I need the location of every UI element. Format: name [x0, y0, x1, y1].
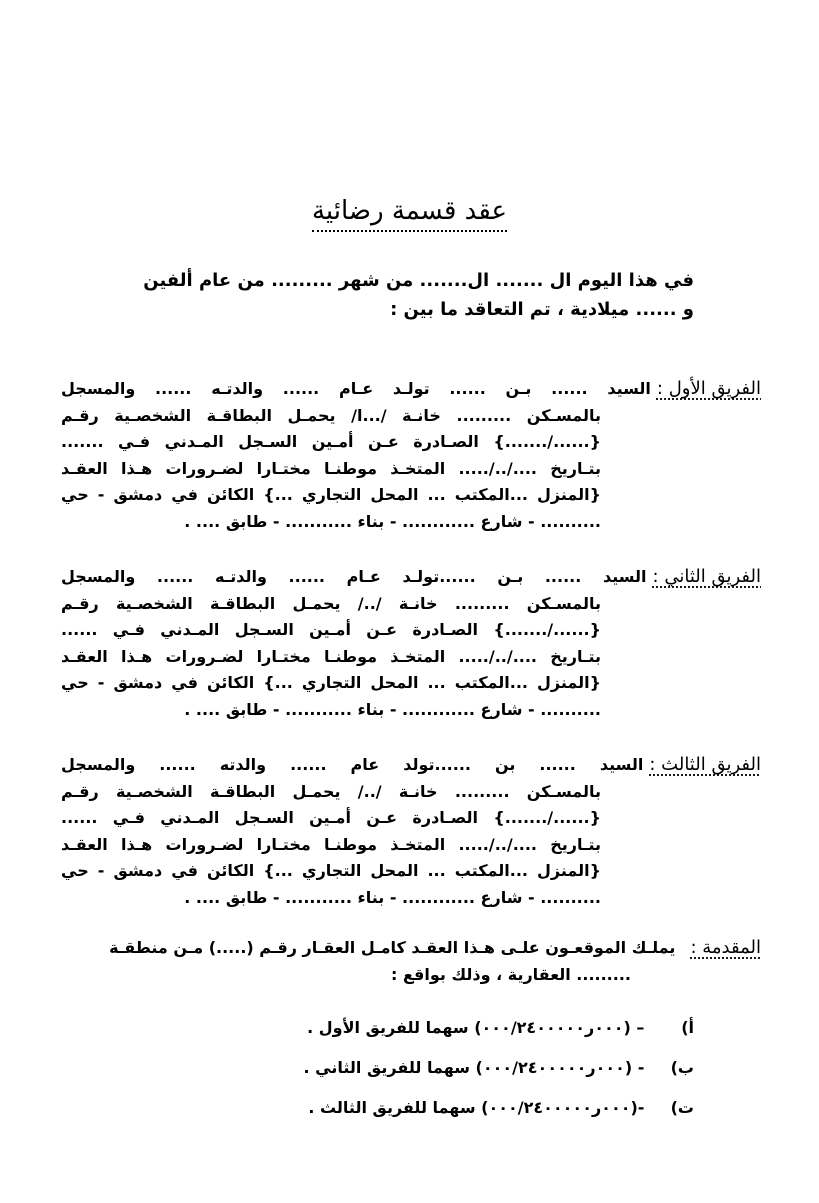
share-letter: أ) — [681, 1018, 694, 1037]
party-third — [61, 752, 761, 912]
share-letter: ب) — [670, 1058, 694, 1077]
party-second-line-4: بتـاريخ ..../../..... المتخـذ موطنـا مختـارا لضـرورات هـذا العقـد — [61, 646, 601, 666]
share-item-first — [94, 1008, 694, 1048]
intro-line-1: في هذا اليوم ال ....... ال....... من شهر ......... من عام ألفين — [143, 270, 694, 291]
party-first-line-5: {المنزل ...المكتب ... المحل التجاري ...} الكائن في دمشق - حي — [61, 485, 601, 505]
share-item-third — [94, 1088, 694, 1128]
party-second-line-3: {....../.......} الصـادرة عـن أمـين السـجل المـدني فـي ...... — [61, 620, 601, 640]
party-third-line-5: {المنزل ...المكتب ... المحل التجاري ...} الكائن في دمشق - حي — [61, 861, 601, 881]
introduction-header — [61, 934, 761, 961]
introduction-label: المقدمة : — [690, 937, 761, 958]
party-second-label: الفريق الثاني : — [652, 566, 761, 587]
party-first-label: الفريق الأول : — [656, 378, 761, 399]
party-second-header — [61, 564, 761, 591]
introduction-line-1: يملـك الموقعـون علـى هـذا العقـد كامـل العقـار رقـم (.....) مـن منطقـة — [109, 938, 676, 957]
party-first-line-6: .......... - شارع ............ - بناء ........... - طابق .... . — [184, 511, 601, 531]
document-title — [0, 196, 819, 226]
party-third-header — [61, 752, 761, 779]
party-third-label: الفريق الثالث : — [649, 754, 761, 775]
party-first — [61, 376, 761, 536]
party-second-line-6: .......... - شارع ............ - بناء ........... - طابق .... . — [184, 699, 601, 719]
party-third-line-1: السيد ...... بن ......تولد عام ...... والدته ...... والمسجل — [61, 755, 644, 774]
share-item-second — [94, 1048, 694, 1088]
party-third-line-6: .......... - شارع ............ - بناء ........... - طابق .... . — [184, 887, 601, 907]
share-letter: ت) — [670, 1098, 694, 1117]
party-first-line-3: {....../.......} الصـادرة عـن أمـين السـجل المـدني فـي ....... — [61, 432, 601, 452]
intro-line-2: و ...... ميلادية ، تم التعاقد ما بين : — [390, 299, 694, 320]
share-text: – (٠٠٠ر٠٠٠/٢٤٠٠٠٠٠) سهما للفريق الأول . — [307, 1018, 645, 1037]
party-second — [61, 564, 761, 724]
party-second-line-2: بالمسـكن ......... خانـة /../ يحمـل البطاقـة الشخصـية رقـم — [61, 593, 601, 613]
party-third-line-3: {....../.......} الصـادرة عـن أمـين السـجل المـدني فـي ...... — [61, 808, 601, 828]
party-second-line-1: السيد ...... بـن ......تولـد عـام ...... والدتـه ...... والمسجل — [61, 567, 647, 586]
share-text: -(٠٠٠ر٠٠٠/٢٤٠٠٠٠٠) سهما للفريق الثالث . — [308, 1098, 645, 1117]
shares-list — [94, 1008, 694, 1128]
party-third-line-4: بتـاريخ ..../../..... المتخـذ موطنـا مختـارا لضـرورات هـذا العقـد — [61, 834, 601, 854]
intro-paragraph — [74, 266, 694, 324]
introduction-section — [61, 934, 761, 988]
party-first-line-4: بتـاريخ ..../../..... المتخـذ موطنـا مختـارا لضـرورات هـذا العقـد — [61, 458, 601, 478]
document-title-text: عقد قسمة رضائية — [312, 196, 507, 232]
party-third-line-2: بالمسـكن ......... خانـة /../ يحمـل البطاقـة الشخصـية رقـم — [61, 781, 601, 801]
party-first-line-1: السيد ...... بـن ...... تولـد عـام ...... والدتـه ...... والمسجل — [61, 379, 651, 398]
party-first-line-2: بالمسـكن ......... خانـة /...ا/ يحمـل البطاقـة الشخصـية رقـم — [61, 405, 601, 425]
share-text: - (٠٠٠ر٠٠٠/٢٤٠٠٠٠٠) سهما للفريق الثاني . — [303, 1058, 645, 1077]
party-first-header — [61, 376, 761, 403]
party-second-line-5: {المنزل ...المكتب ... المحل التجاري ...} الكائن في دمشق - حي — [61, 673, 601, 693]
introduction-line-2: ......... العقارية ، وذلك بواقع : — [391, 965, 631, 984]
